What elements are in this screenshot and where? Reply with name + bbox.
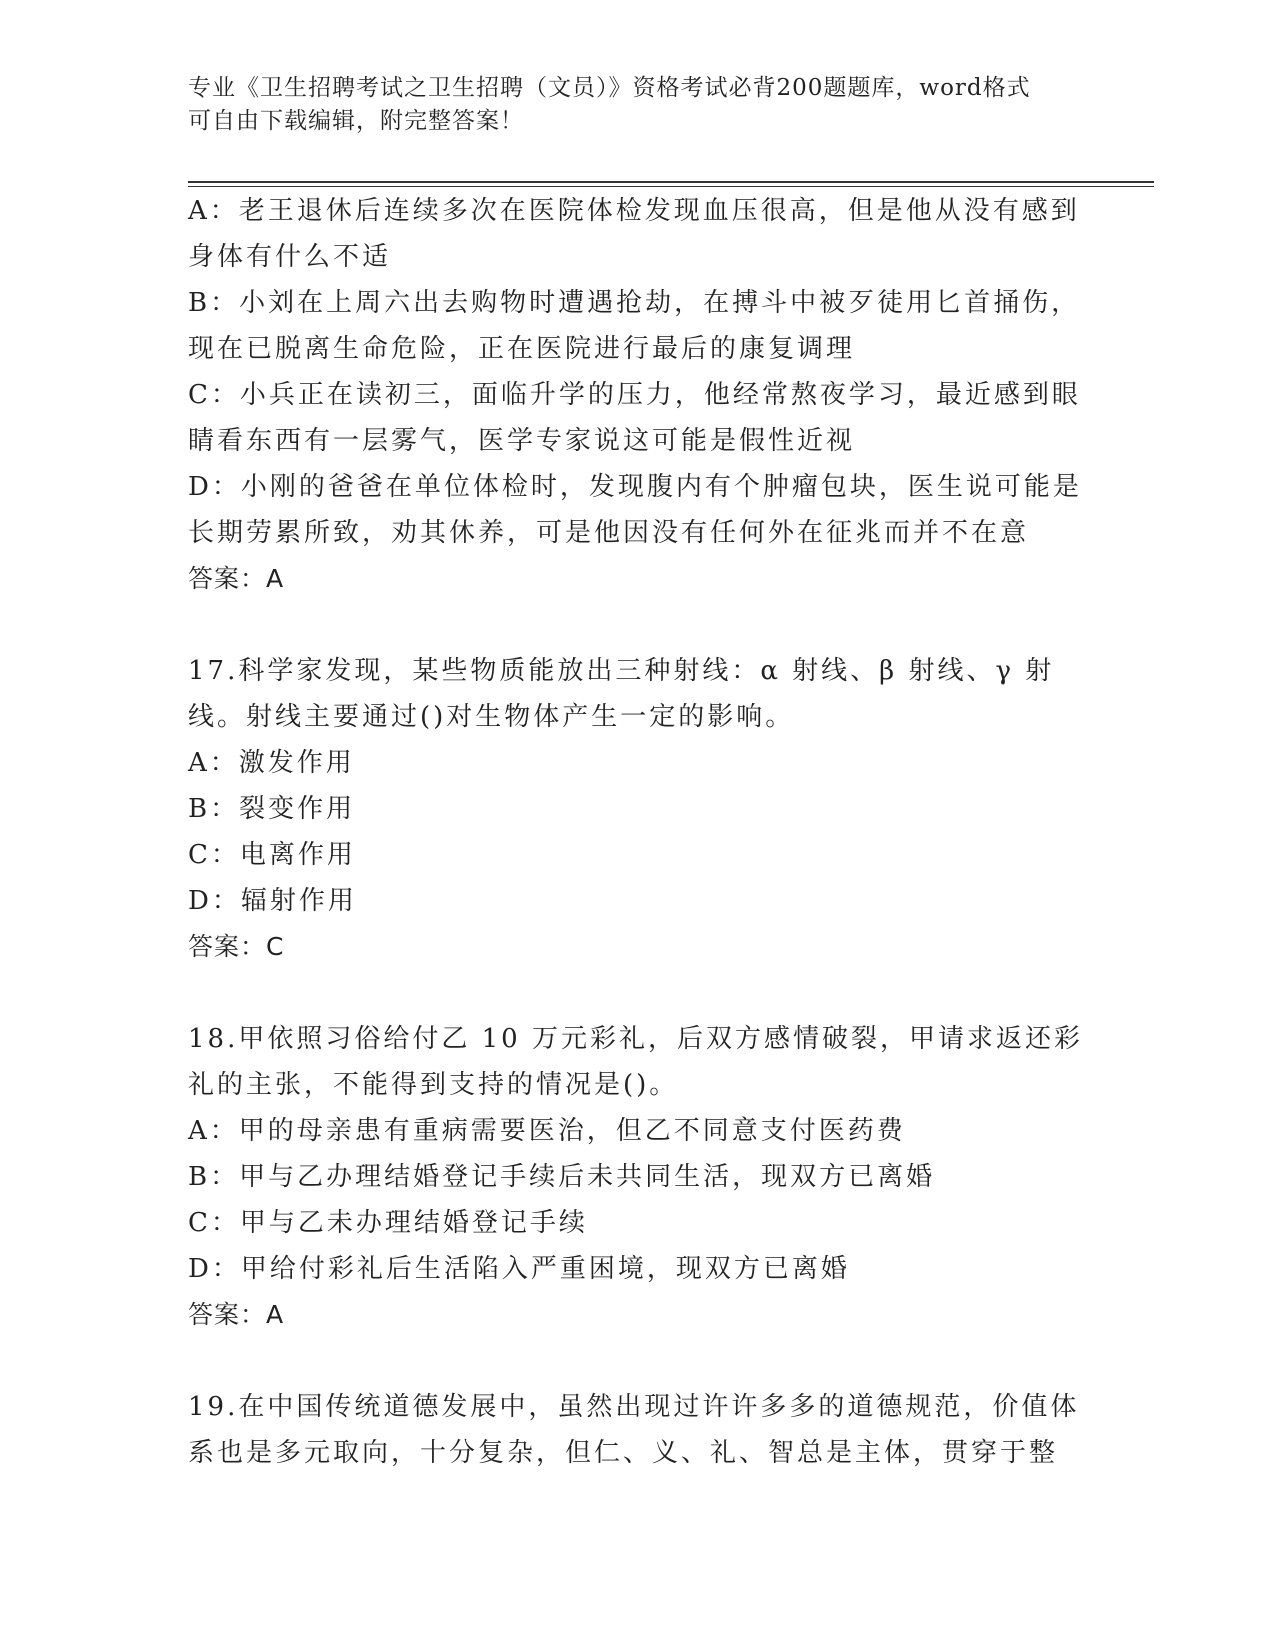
header-rule-thick — [188, 181, 1154, 183]
option-line: A：甲的母亲患有重病需要医治，但乙不同意支付医药费 — [188, 1116, 906, 1146]
question-stem-line: 17.科学家发现，某些物质能放出三种射线：α 射线、β 射线、γ 射 — [188, 656, 1055, 686]
question-stem-line: 系也是多元取向，十分复杂，但仁、义、礼、智总是主体，贯穿于整 — [188, 1438, 1059, 1468]
option-line: D：小刚的爸爸在单位体检时，发现腹内有个肿瘤包块，医生说可能是 — [188, 472, 1082, 502]
answer-line: 答案：A — [188, 1300, 285, 1329]
option-line: 现在已脱离生命危险，正在医院进行最后的康复调理 — [188, 334, 856, 364]
question-stem-line: 19.在中国传统道德发展中，虽然出现过许许多多的道德规范，价值体 — [188, 1392, 1080, 1422]
option-line: C：甲与乙未办理结婚登记手续 — [188, 1208, 588, 1238]
question-stem-line: 18.甲依照习俗给付乙 10 万元彩礼，后双方感情破裂，甲请求返还彩 — [188, 1024, 1083, 1054]
question-17 — [188, 648, 1083, 970]
option-line: 长期劳累所致，劝其休养，可是他因没有任何外在征兆而并不在意 — [188, 518, 1030, 548]
question-16 — [188, 188, 1083, 602]
option-line: D：甲给付彩礼后生活陷入严重困境，现双方已离婚 — [188, 1254, 850, 1284]
question-19 — [188, 1384, 1083, 1476]
option-line: B：裂变作用 — [188, 794, 356, 824]
question-stem-line: 礼的主张，不能得到支持的情况是()。 — [188, 1070, 679, 1100]
option-line: C：电离作用 — [188, 840, 356, 870]
document-header — [188, 72, 1088, 138]
option-line: 身体有什么不适 — [188, 242, 392, 272]
header-title-line-2: 可自由下载编辑，附完整答案！ — [188, 108, 524, 134]
option-line: B：甲与乙办理结婚登记手续后未共同生活，现双方已离婚 — [188, 1162, 936, 1192]
question-list — [188, 188, 1083, 1476]
answer-line: 答案：C — [188, 932, 285, 961]
header-rule-thin — [188, 186, 1154, 187]
header-title-line-1: 专业《卫生招聘考试之卫生招聘（文员）》资格考试必背200题题库，word格式 — [188, 75, 1031, 101]
answer-line: 答案：A — [188, 564, 285, 593]
spacer — [188, 602, 1083, 648]
option-line: D：辐射作用 — [188, 886, 357, 916]
question-stem-line: 线。射线主要通过()对生物体产生一定的影响。 — [188, 702, 795, 732]
spacer — [188, 970, 1083, 1016]
option-line: B：小刘在上周六出去购物时遭遇抢劫，在搏斗中被歹徒用匕首捅伤， — [188, 288, 1081, 318]
option-line: 睛看东西有一层雾气，医学专家说这可能是假性近视 — [188, 426, 856, 456]
question-18 — [188, 1016, 1083, 1338]
option-line: C：小兵正在读初三，面临升学的压力，他经常熬夜学习，最近感到眼 — [188, 380, 1081, 410]
option-line: A：老王退休后连续多次在医院体检发现血压很高，但是他从没有感到 — [188, 196, 1080, 226]
spacer — [188, 1338, 1083, 1384]
option-line: A：激发作用 — [188, 748, 355, 778]
